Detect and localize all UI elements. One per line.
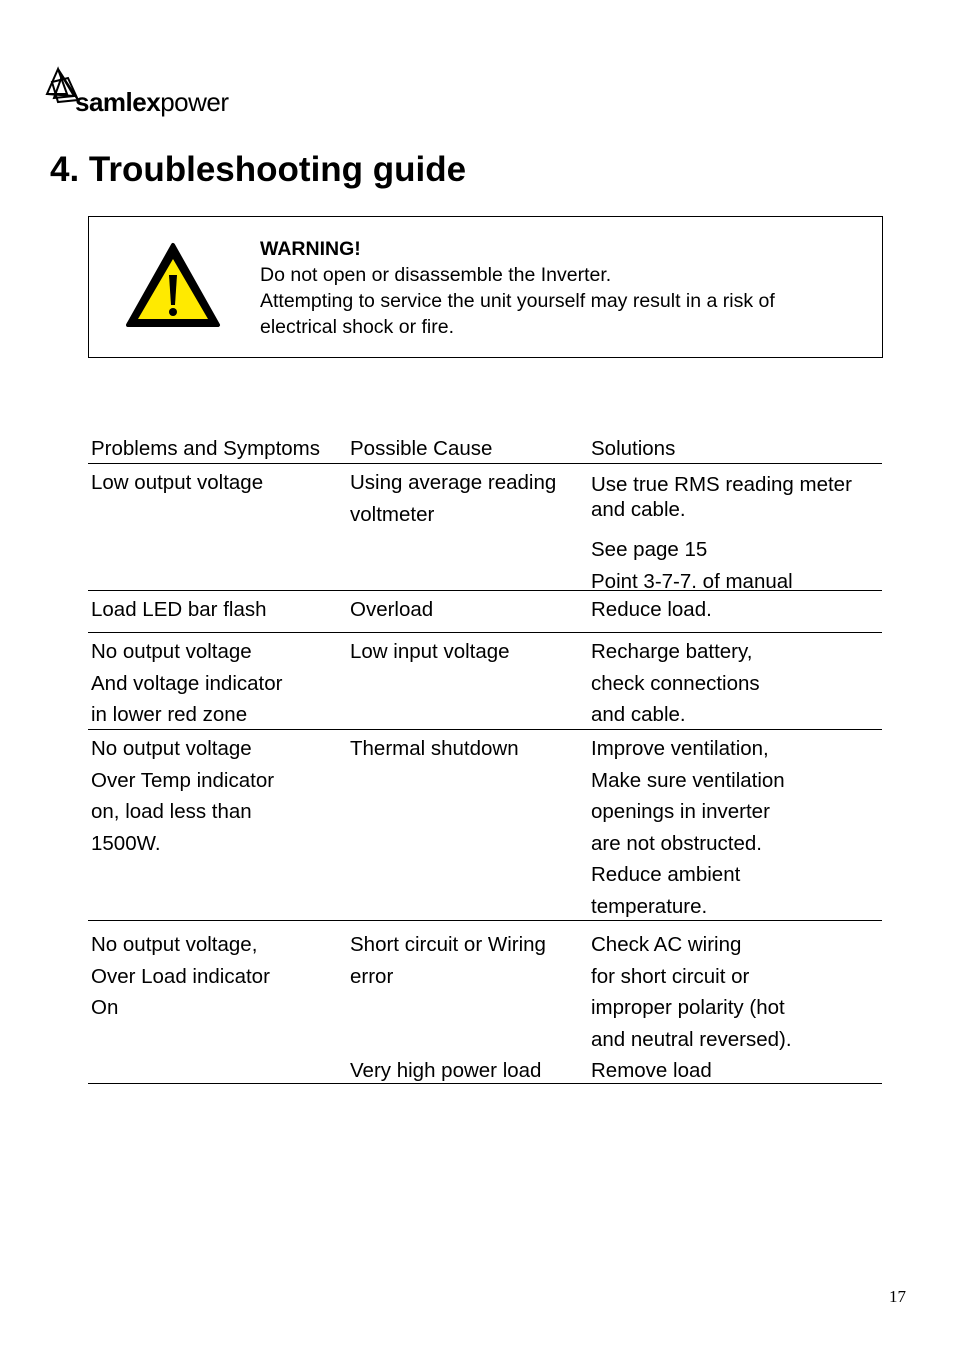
- solution-cell: [591, 733, 882, 923]
- solution-line: Improve ventilation,: [591, 737, 769, 760]
- problem-cell: [91, 594, 346, 626]
- warning-text: [260, 236, 870, 340]
- problem-cell: [91, 467, 346, 499]
- cause-line: voltmeter: [350, 502, 435, 526]
- warning-box: [88, 216, 883, 358]
- problem-line: Over Temp indicator: [91, 768, 275, 792]
- problem-line: No output voltage: [91, 737, 252, 760]
- solution-line: for short circuit or: [591, 964, 750, 988]
- header-problems: Problems and Symptoms: [91, 437, 321, 460]
- problem-line: on, load less than: [91, 800, 252, 824]
- cause-line: Low input voltage: [350, 640, 510, 663]
- solution-line: Recharge battery,: [591, 640, 753, 663]
- warning-triangle-icon: [124, 241, 222, 329]
- solution-cell: [591, 472, 882, 597]
- problem-line: On: [91, 996, 119, 1020]
- header-cause: Possible Cause: [350, 437, 493, 460]
- problem-cell: [91, 733, 346, 859]
- cause-cell: [350, 929, 586, 1087]
- problem-cell: [91, 929, 346, 1024]
- solution-line: Use true RMS reading meter: [591, 473, 852, 496]
- page-number: 17: [889, 1287, 906, 1306]
- warning-line: electrical shock or fire.: [260, 316, 454, 338]
- cause-line: Overload: [350, 598, 434, 621]
- logo-brand-regular: power: [160, 87, 229, 117]
- table-row: [88, 730, 882, 921]
- solution-cell: [591, 594, 882, 626]
- warning-line: Attempting to service the unit yourself may result in a risk of: [260, 290, 775, 312]
- table-row: [88, 921, 882, 1084]
- problem-line: 1500W.: [91, 831, 161, 855]
- problem-line: No output voltage: [91, 640, 252, 663]
- problem-cell: [91, 636, 346, 731]
- problem-line: Over Load indicator: [91, 964, 270, 988]
- logo-wordmark: [75, 87, 229, 118]
- cause-cell: [350, 594, 586, 626]
- warning-heading: WARNING!: [260, 238, 361, 260]
- solution-line: Point 3-7-7. of manual: [591, 569, 793, 593]
- troubleshooting-table: [88, 433, 882, 1084]
- cause-cell: [350, 733, 586, 765]
- solution-line: are not obstructed.: [591, 831, 762, 855]
- table-header-row: [88, 433, 882, 464]
- table-row: [88, 633, 882, 730]
- solution-line: improper polarity (hot: [591, 996, 785, 1020]
- logo-brand-bold: samlex: [75, 87, 161, 117]
- problem-line: Low output voltage: [91, 471, 264, 494]
- solution-line: and cable.: [591, 498, 686, 521]
- warning-line: Do not open or disassemble the Inverter.: [260, 264, 612, 286]
- solution-line: See page 15: [591, 538, 708, 561]
- solution-line: temperature.: [591, 894, 708, 918]
- cause-line: Very high power load: [350, 1059, 542, 1083]
- table-row: [88, 591, 882, 633]
- solution-line: openings in inverter: [591, 800, 770, 824]
- solution-line: Reduce load.: [591, 598, 712, 621]
- cause-line: Using average reading: [350, 471, 557, 494]
- problem-line: No output voltage,: [91, 933, 258, 956]
- solution-line: and cable.: [591, 703, 686, 727]
- cause-line: Thermal shutdown: [350, 737, 519, 760]
- solution-cell: [591, 929, 882, 1087]
- table-row: [88, 464, 882, 591]
- problem-line: And voltage indicator: [91, 671, 283, 695]
- solution-line: Make sure ventilation: [591, 768, 785, 792]
- brand-logo: [44, 66, 274, 126]
- solution-cell: [591, 636, 882, 731]
- problem-line: in lower red zone: [91, 703, 248, 727]
- solution-line: Remove load: [591, 1059, 712, 1083]
- solution-line: and neutral reversed).: [591, 1027, 792, 1051]
- cause-cell: [350, 467, 586, 530]
- solution-line: check connections: [591, 671, 760, 695]
- solution-line: Reduce ambient: [591, 863, 741, 887]
- cause-line: Short circuit or Wiring: [350, 933, 546, 956]
- problem-line: Load LED bar flash: [91, 598, 267, 621]
- page-title: 4. Troubleshooting guide: [50, 150, 467, 189]
- cause-line: error: [350, 964, 394, 988]
- solution-line: Check AC wiring: [591, 933, 742, 956]
- cause-cell: [350, 636, 586, 668]
- header-solutions: Solutions: [591, 437, 676, 460]
